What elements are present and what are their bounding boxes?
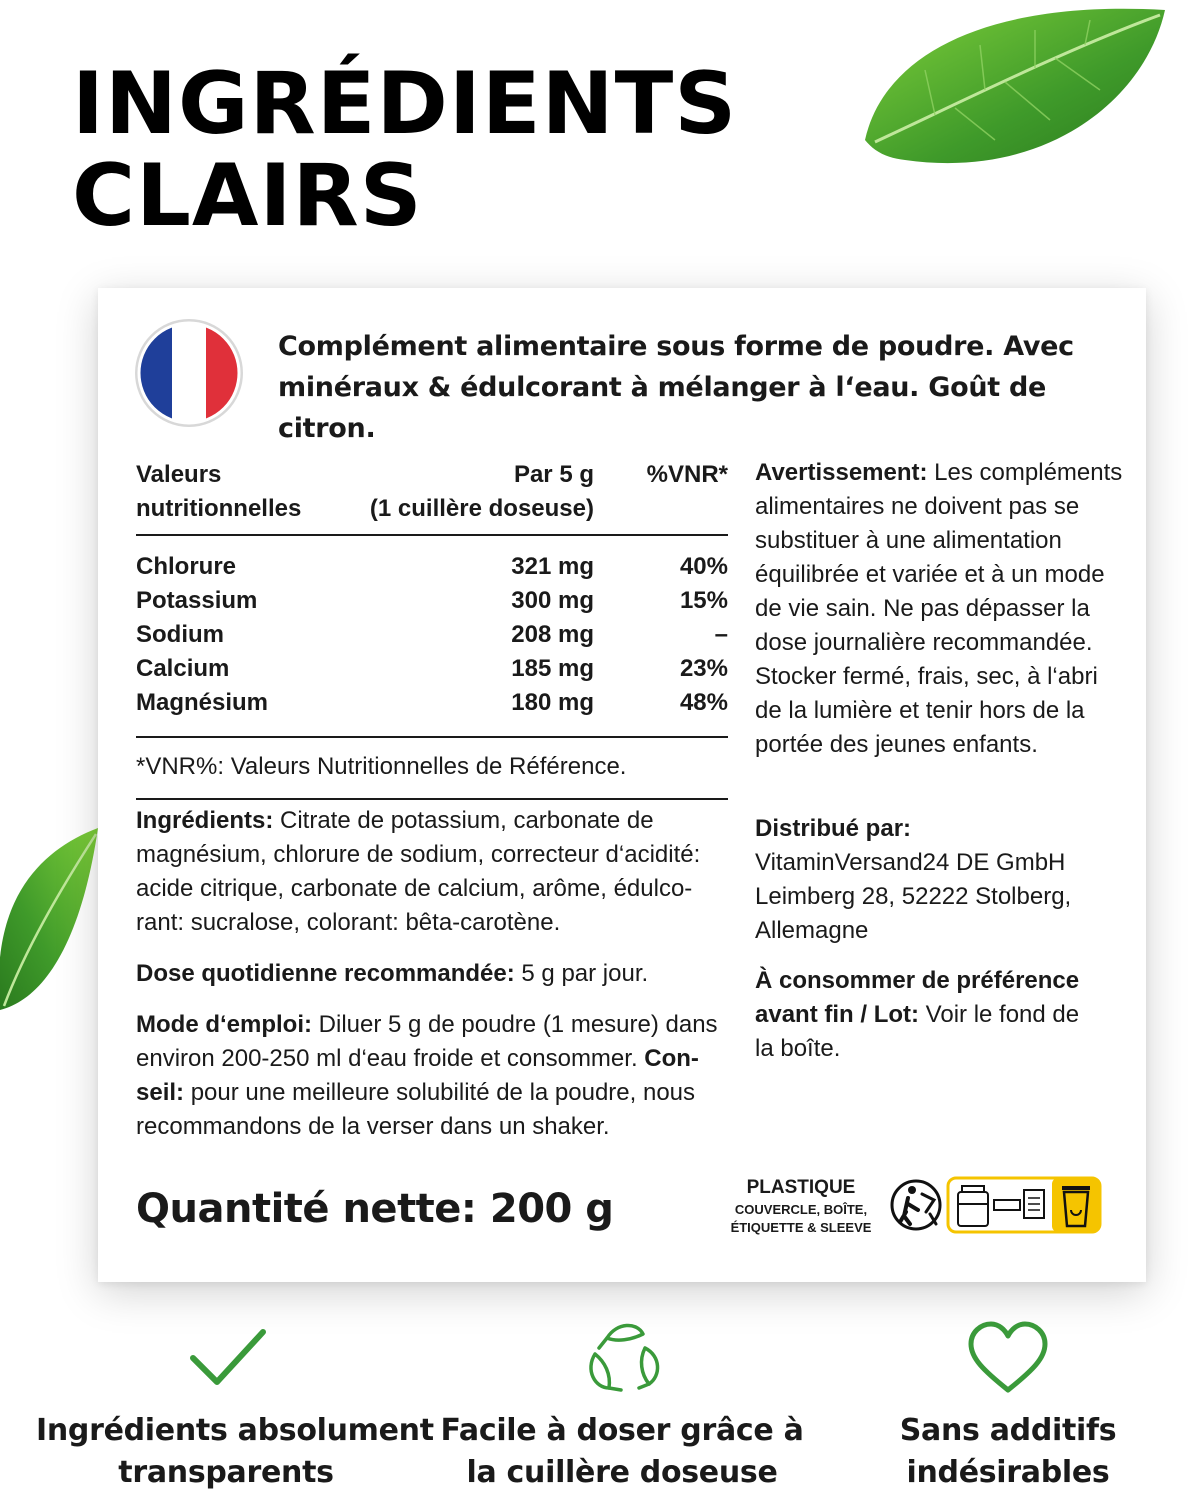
divider bbox=[136, 798, 728, 800]
feature-label bbox=[36, 1410, 434, 1494]
leaf-icon bbox=[845, 0, 1175, 200]
feature-transparent bbox=[36, 1318, 434, 1494]
nutrient-vnr: 40% bbox=[679, 553, 728, 580]
feature-label-line-1: Sans additifs bbox=[899, 1413, 1117, 1448]
feature-label-line-2: indésirables bbox=[906, 1455, 1110, 1490]
nutrient-value: 300 mg bbox=[511, 587, 594, 614]
product-description: Complément alimentaire sous forme de poudre. Avec minéraux & édulcorant à mélanger à l‘eau. Goût de citron. bbox=[278, 331, 1074, 444]
distributor-name: VitaminVersand24 DE GmbH bbox=[755, 849, 1066, 876]
nutrient-name: Calcium bbox=[136, 655, 230, 682]
header-nutrition-values bbox=[136, 458, 301, 526]
recycling-info-icon bbox=[886, 1174, 1106, 1236]
header-per-serving bbox=[370, 458, 594, 526]
warning-section bbox=[755, 456, 1125, 762]
usage-label: Mode d‘emploi: bbox=[136, 1011, 312, 1038]
feature-label-line-1: Facile à doser grâce à bbox=[440, 1413, 804, 1448]
recycle-leaves-icon bbox=[577, 1318, 667, 1398]
ingredients-label: Ingrédients: bbox=[136, 807, 274, 834]
distributor-label: Distribué par: bbox=[755, 815, 912, 842]
french-flag-icon bbox=[134, 318, 244, 428]
usage-section bbox=[136, 1008, 736, 1144]
distributor-country: Allemagne bbox=[755, 917, 869, 944]
table-row bbox=[136, 618, 728, 652]
ingredients-section bbox=[136, 804, 736, 940]
feature-no-additives bbox=[818, 1318, 1193, 1494]
dose-text: 5 g par jour. bbox=[514, 960, 649, 987]
tip-label: Con-seil: bbox=[136, 1045, 699, 1106]
nutrient-value: 208 mg bbox=[511, 621, 594, 648]
warning-label: Avertissement: bbox=[755, 459, 928, 486]
header-serving-line-1: Par 5 g bbox=[513, 461, 594, 488]
nutrient-value: 321 mg bbox=[511, 553, 594, 580]
checkmark-icon bbox=[181, 1318, 271, 1398]
plastic-sub-line-2: ÉTIQUETTE & SLEEVE bbox=[730, 1220, 872, 1235]
title-line-1: INGRÉDIENTS bbox=[72, 54, 738, 154]
feature-label bbox=[432, 1410, 812, 1494]
page-title bbox=[72, 54, 738, 246]
dose-label: Dose quotidienne recommandée: bbox=[136, 960, 515, 987]
feature-label-line-2: transparents bbox=[118, 1455, 334, 1490]
table-row bbox=[136, 652, 728, 686]
net-quantity: Quantité nette: 200 g bbox=[136, 1186, 614, 1232]
nutrient-value: 185 mg bbox=[511, 655, 594, 682]
best-before-text: Voir le fond de la boîte. bbox=[755, 1001, 1080, 1062]
table-row bbox=[136, 550, 728, 584]
title-line-2: CLAIRS bbox=[72, 146, 423, 246]
distributor-section bbox=[755, 812, 1125, 948]
header-label-line-2: nutritionnelles bbox=[136, 495, 302, 522]
feature-label bbox=[818, 1410, 1193, 1494]
ingredients-text: Citrate de potassium, carbonate de magnésium, chlorure de sodium, correcteur d‘acidité: acide citrique, carbonate de calcium, arôme, édulco-rant: sucralose, colorant: bêta-carotène. bbox=[136, 807, 701, 936]
dose-section bbox=[136, 957, 736, 991]
nutrient-name: Magnésium bbox=[136, 689, 269, 716]
nutrient-vnr: – bbox=[714, 621, 728, 648]
feature-label-line-2: la cuillère doseuse bbox=[466, 1455, 778, 1490]
label-card bbox=[98, 288, 1146, 1282]
warning-text: Les compléments alimentaires ne doivent pas se substituer à une alimentation équilibrée et variée et à un mode de vie sain. Ne pas dépasser la dose journalière recommandée. Stocker fermé, frais, sec, à l‘abri de la lumière et tenir hors de la portée des jeunes enfants. bbox=[755, 459, 1123, 758]
nutrient-vnr: 23% bbox=[679, 655, 728, 682]
nutrition-table bbox=[136, 458, 728, 800]
table-row bbox=[136, 584, 728, 618]
distributor-address: Leimberg 28, 52222 Stolberg, bbox=[755, 883, 1072, 910]
usage-text: Diluer 5 g de poudre (1 mesure) dans environ 200-250 ml d‘eau froide et consommer. bbox=[136, 1011, 718, 1072]
header-vnr: %VNR* bbox=[646, 461, 728, 488]
table-row bbox=[136, 686, 728, 720]
vnr-footnote: *VNR%: Valeurs Nutritionnelles de Référence. bbox=[136, 753, 627, 780]
plastic-info bbox=[726, 1176, 876, 1236]
tip-text: pour une meilleure solubilité de la poudre, nous recommandons de la verser dans un shaker. bbox=[136, 1079, 696, 1140]
nutrition-table-header bbox=[136, 458, 728, 534]
feature-label-line-1: Ingrédients absolument bbox=[36, 1413, 434, 1448]
nutrition-rows bbox=[136, 536, 728, 736]
plastic-title: PLASTIQUE bbox=[746, 1177, 856, 1198]
feature-easy-dose bbox=[432, 1318, 812, 1494]
plastic-sub-line-1: COUVERCLE, BOÎTE, bbox=[734, 1202, 868, 1217]
nutrient-name: Sodium bbox=[136, 621, 224, 648]
nutrient-name: Potassium bbox=[136, 587, 258, 614]
heart-icon bbox=[963, 1318, 1053, 1398]
best-before-section bbox=[755, 964, 1095, 1066]
nutrient-vnr: 15% bbox=[679, 587, 728, 614]
nutrient-vnr: 48% bbox=[679, 689, 728, 716]
header-label-line-1: Valeurs bbox=[136, 461, 222, 488]
nutrient-name: Chlorure bbox=[136, 553, 237, 580]
best-before-label: À consommer de préférence avant fin / Lot: bbox=[755, 967, 1080, 1028]
nutrient-value: 180 mg bbox=[511, 689, 594, 716]
header-serving-line-2: (1 cuillère doseuse) bbox=[369, 495, 594, 522]
